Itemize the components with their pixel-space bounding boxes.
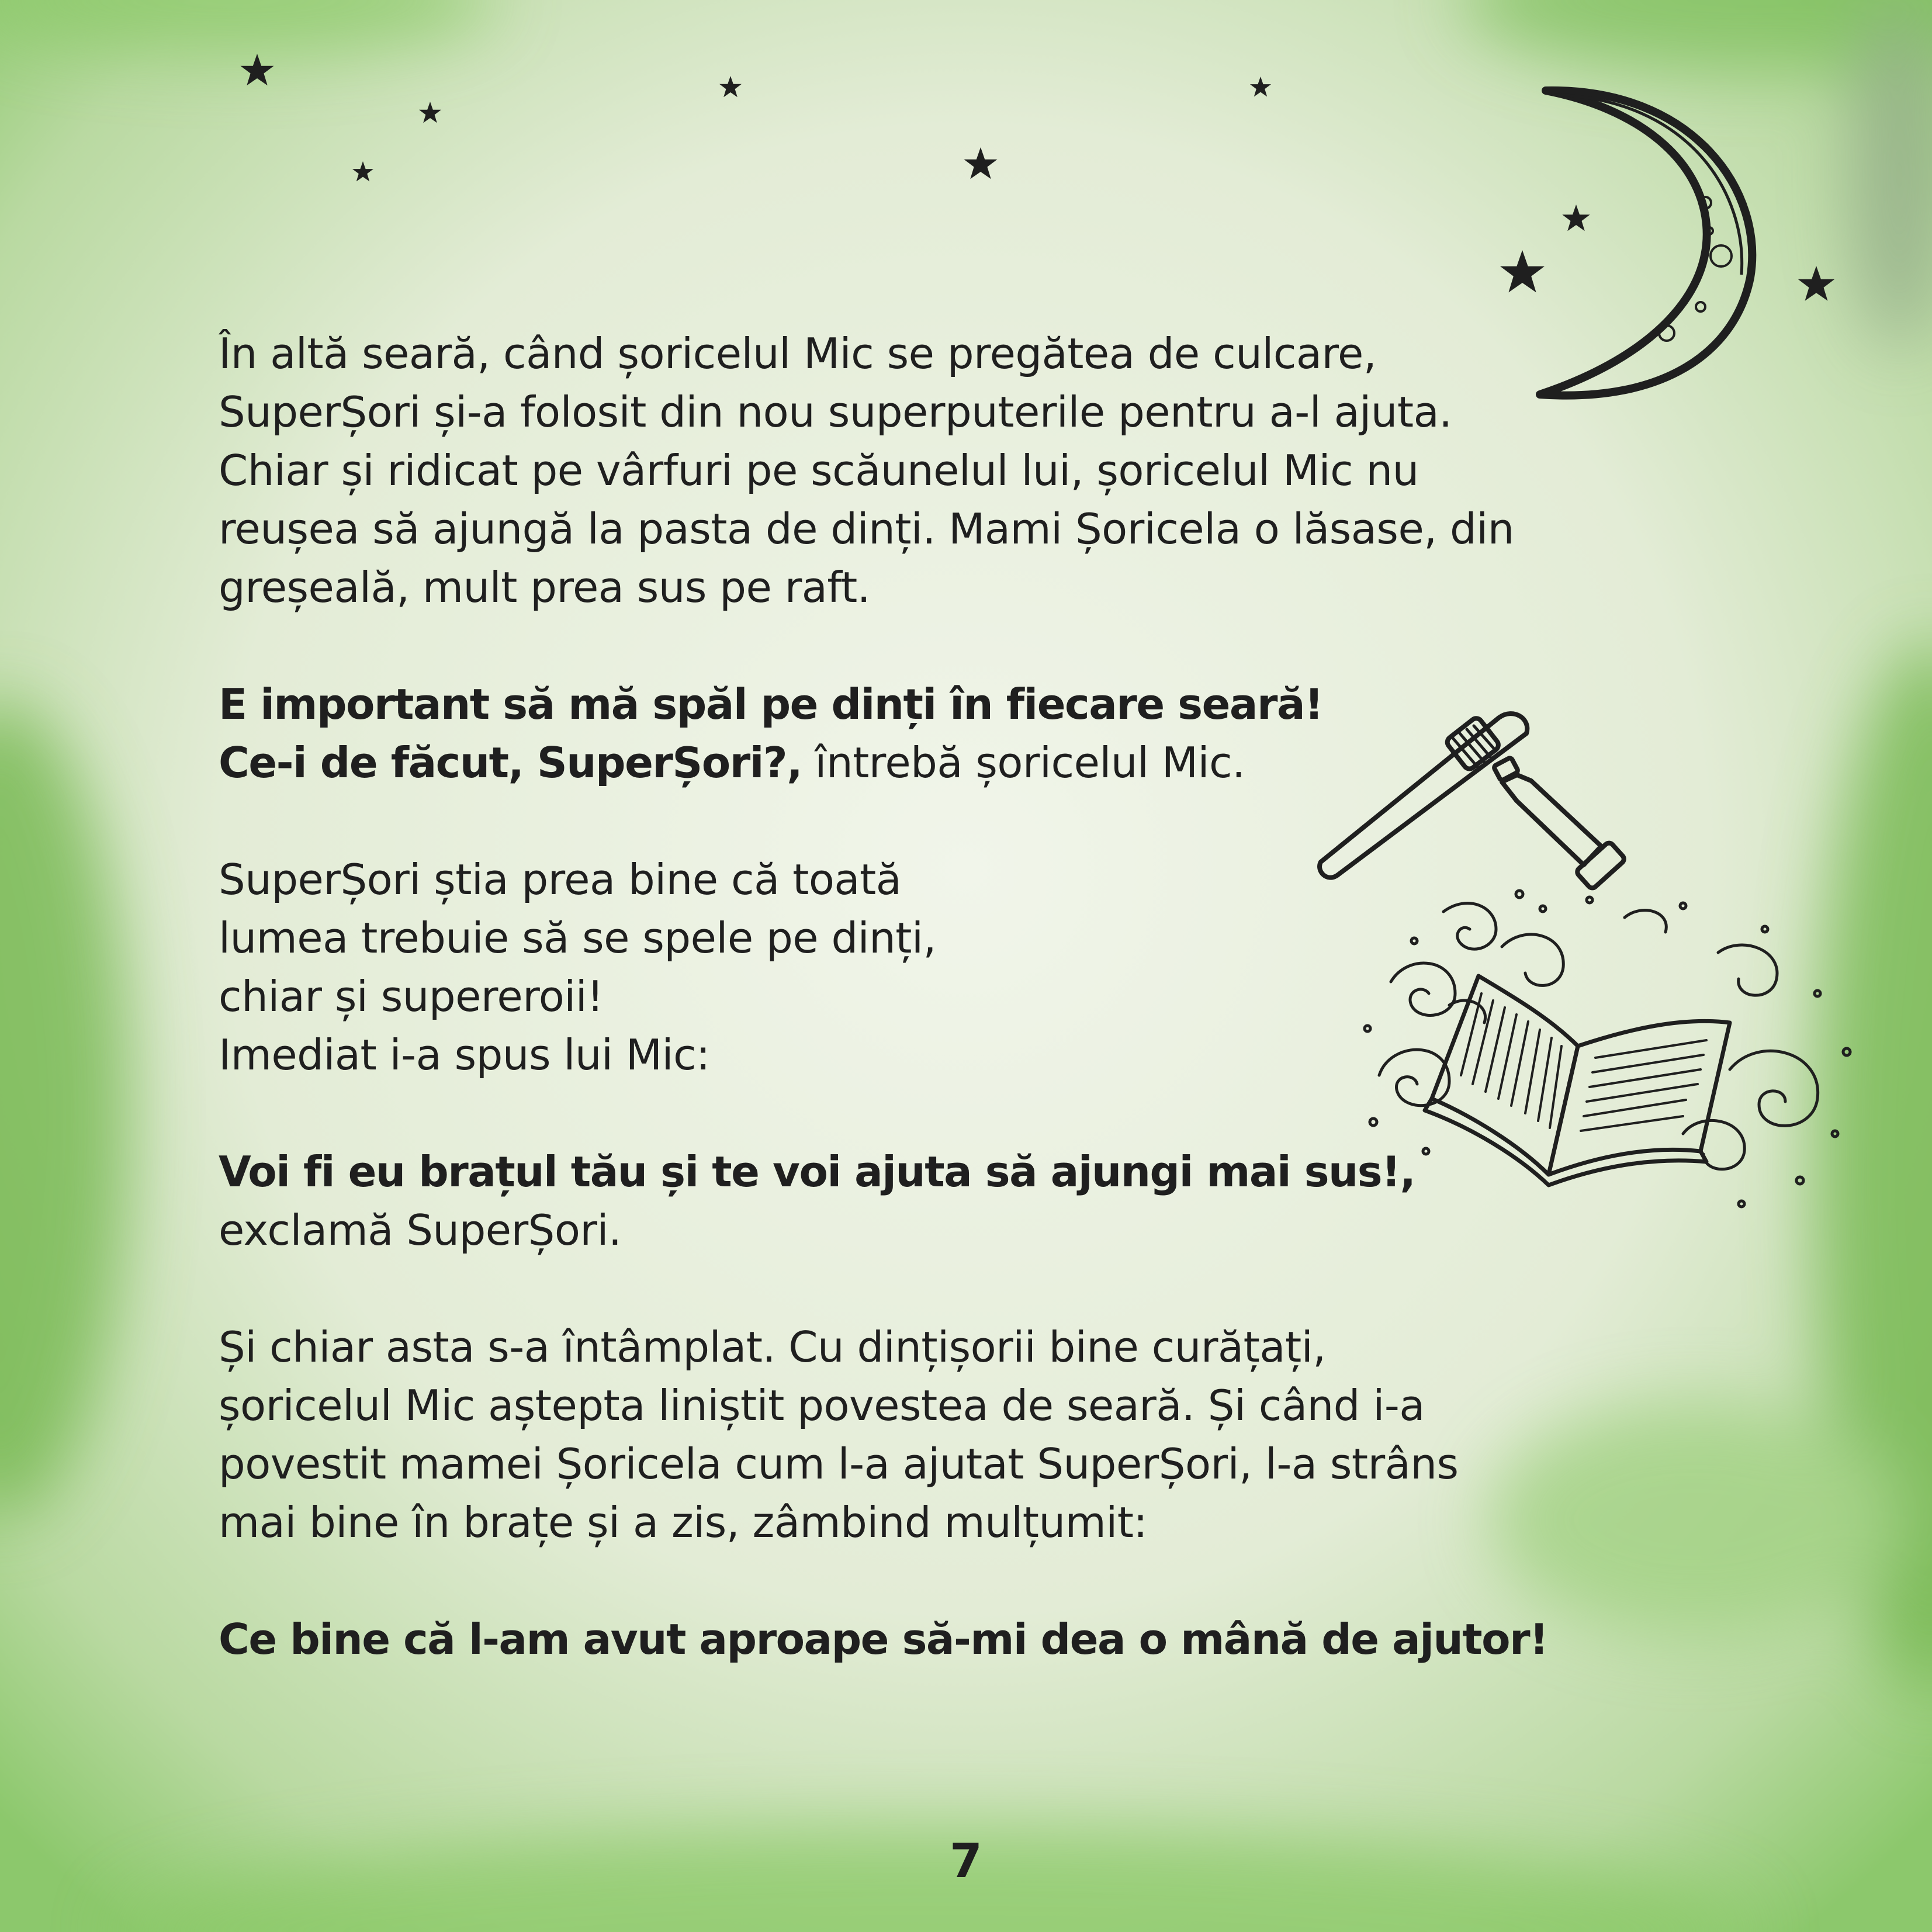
text-line <box>219 733 1563 792</box>
text-line: SuperȘori și-a folosit din nou superputerile pentru a-l ajuta. <box>219 387 1452 437</box>
text-line: mai bine în brațe și a zis, zâmbind mulțumit: <box>219 1498 1148 1547</box>
text-line: SuperȘori știa prea bine că toată <box>219 855 902 904</box>
paragraph-exclamation <box>219 1142 1563 1259</box>
text-line: șoricelul Mic aștepta liniștit povestea de seară. Și când i-a <box>219 1381 1425 1430</box>
star-icon <box>352 161 373 181</box>
text-line: lumea trebuie să se spele pe dinți, <box>219 913 936 962</box>
star-icon <box>419 102 441 123</box>
text-line: Imediat i-a spus lui Mic: <box>219 1030 710 1079</box>
paragraph-supersori-knew <box>219 850 1095 1084</box>
regular-span: întrebă șoricelul Mic. <box>802 738 1245 787</box>
star-icon <box>964 147 998 179</box>
paragraph-intro <box>219 324 1563 617</box>
star-icon <box>1250 77 1271 96</box>
text-line: Și chiar asta s-a întâmplat. Cu dințișorii bine curățați, <box>219 1322 1326 1372</box>
text-line: În altă seară, când șoricelul Mic se pregătea de culcare, <box>219 329 1377 378</box>
text-line: povestit mamei Șoricela cum l-a ajutat SuperȘori, l-a strâns <box>219 1439 1459 1488</box>
text-line: exclamă SuperȘori. <box>219 1206 622 1255</box>
text-line: greșeală, mult prea sus pe raft. <box>219 563 871 612</box>
paragraph-final <box>219 1610 1563 1668</box>
page-number: 7 <box>950 1834 982 1888</box>
text-line: Chiar și ridicat pe vârfuri pe scăunelul lui, șoricelul Mic nu <box>219 446 1419 495</box>
star-icon <box>719 76 742 97</box>
paragraph-question <box>219 675 1563 792</box>
star-icon <box>241 54 274 85</box>
bold-line: E important să mă spăl pe dinți în fiecare seară! <box>219 680 1323 729</box>
bold-line: Voi fi eu brațul tău și te voi ajuta să ajungi mai sus!, <box>219 1147 1415 1196</box>
bold-span: Ce-i de făcut, SuperȘori?, <box>219 738 802 787</box>
text-line: reușea să ajungă la pasta de dinți. Mami Șoricela o lăsase, din <box>219 504 1514 553</box>
text-line: chiar și supereroii! <box>219 972 604 1021</box>
paragraph-ending <box>219 1318 1563 1552</box>
bold-line: Ce bine că l-am avut aproape să-mi dea o mână de ajutor! <box>219 1615 1548 1664</box>
star-icon <box>1798 266 1835 301</box>
